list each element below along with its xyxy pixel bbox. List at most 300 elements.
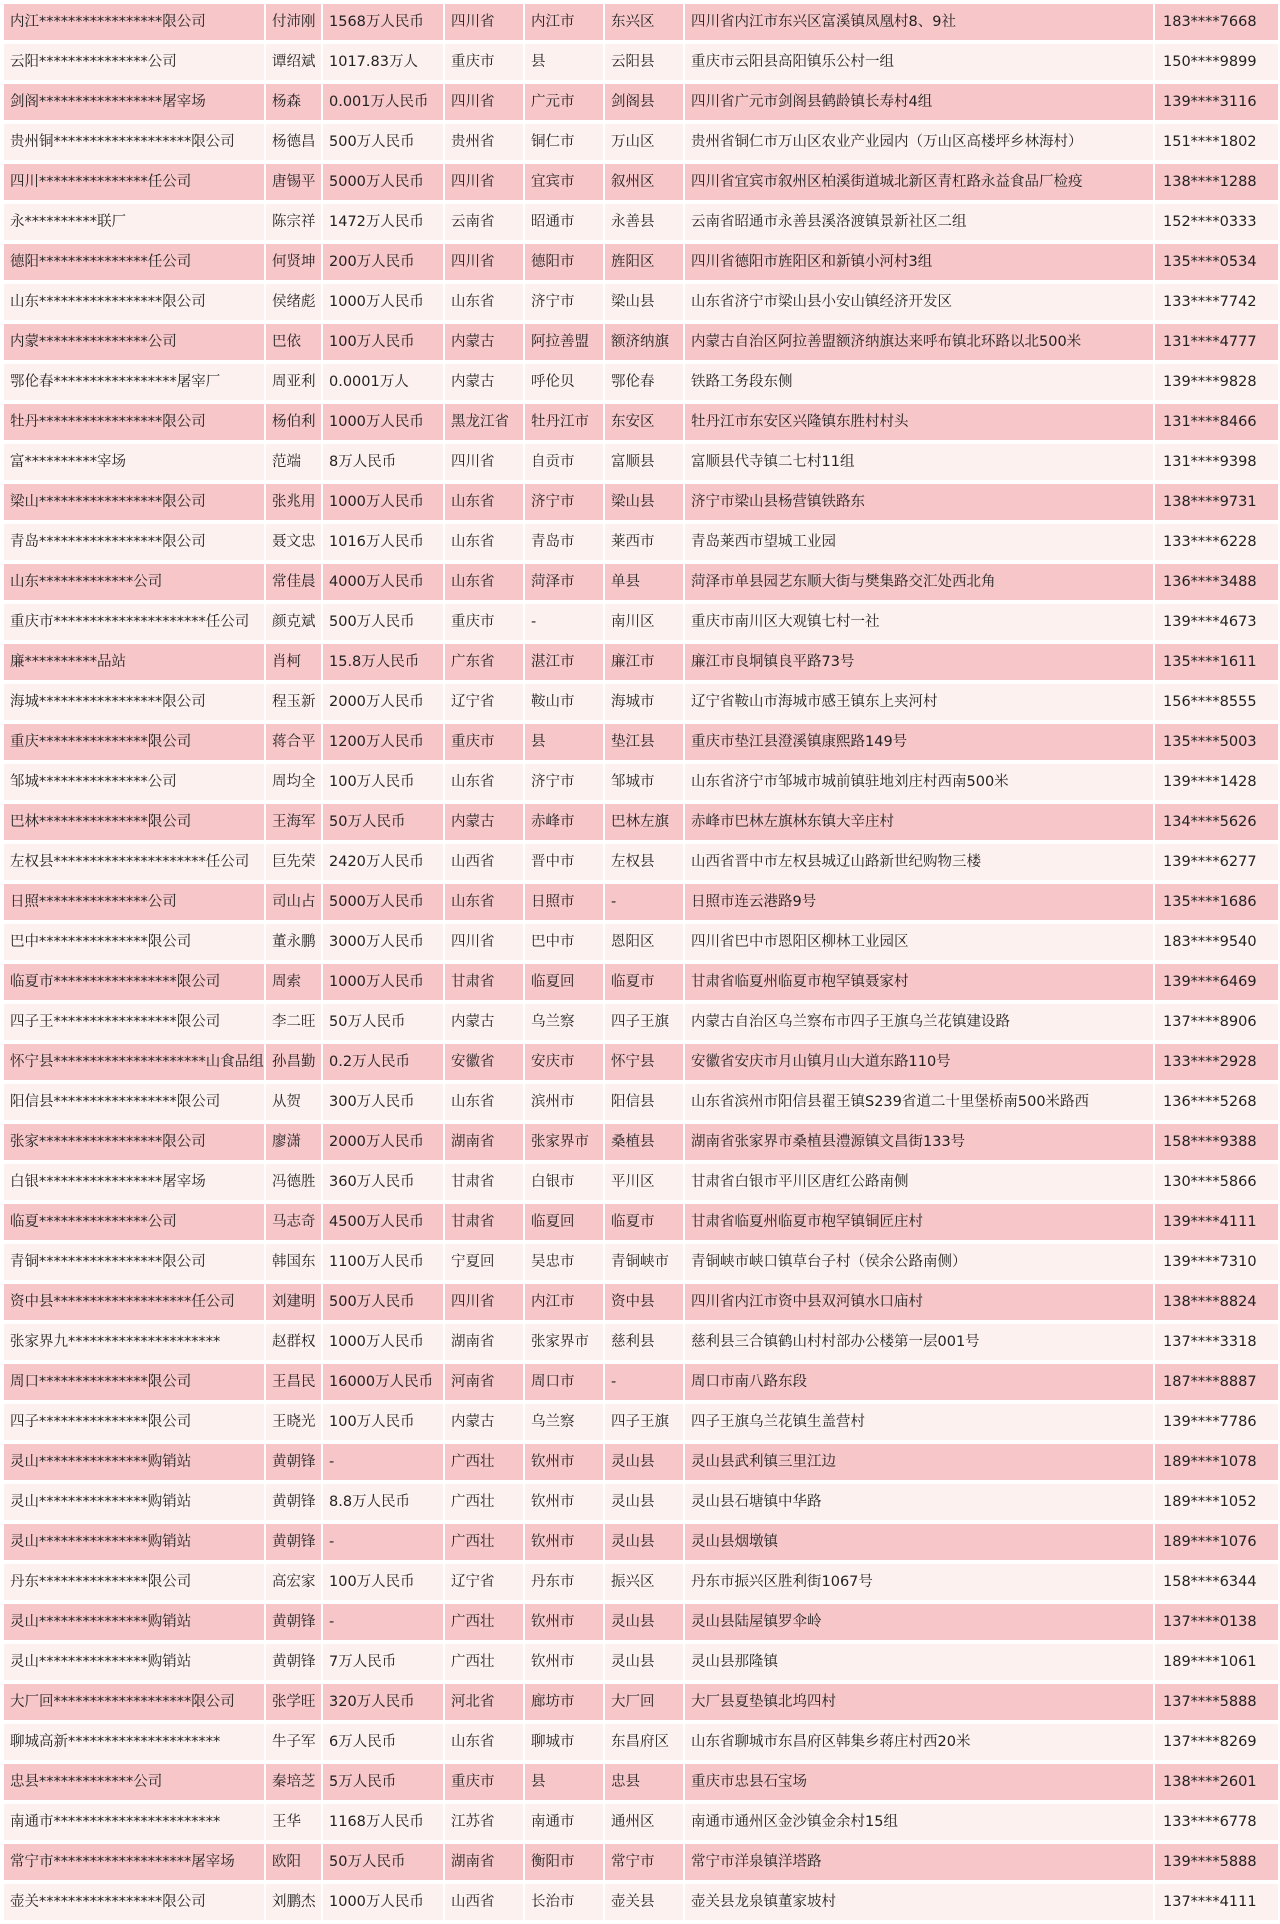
city-cell: 铜仁市 bbox=[525, 124, 605, 164]
company-name-cell: 怀宁县*********************山食品组 bbox=[4, 1044, 266, 1084]
address-cell: 赤峰市巴林左旗林东镇大辛庄村 bbox=[685, 804, 1155, 844]
province-cell: 甘肃省 bbox=[445, 1164, 525, 1204]
contact-person-cell: 冯德胜 bbox=[266, 1164, 323, 1204]
city-cell: 青岛市 bbox=[525, 524, 605, 564]
province-cell: 甘肃省 bbox=[445, 1204, 525, 1244]
contact-person-cell: 杨森 bbox=[266, 84, 323, 124]
province-cell: 四川省 bbox=[445, 444, 525, 484]
address-cell: 慈利县三合镇鹤山村村部办公楼第一层001号 bbox=[685, 1324, 1155, 1364]
city-cell: 白银市 bbox=[525, 1164, 605, 1204]
company-name-cell: 常宁市*******************屠宰场 bbox=[4, 1844, 266, 1884]
province-cell: 甘肃省 bbox=[445, 964, 525, 1004]
registered-capital-cell: 50万人民币 bbox=[323, 804, 445, 844]
city-cell: 长治市 bbox=[525, 1884, 605, 1924]
company-name-cell: 邹城***************公司 bbox=[4, 764, 266, 804]
city-cell: 钦州市 bbox=[525, 1644, 605, 1684]
contact-person-cell: 巨先荣 bbox=[266, 844, 323, 884]
city-cell: 牡丹江市 bbox=[525, 404, 605, 444]
company-name-cell: 周口***************限公司 bbox=[4, 1364, 266, 1404]
phone-cell: 137****8906 bbox=[1155, 1004, 1280, 1044]
phone-cell: 189****1076 bbox=[1155, 1524, 1280, 1564]
city-cell: 昭通市 bbox=[525, 204, 605, 244]
table-row bbox=[4, 844, 1280, 884]
company-name-cell: 四川***************任公司 bbox=[4, 164, 266, 204]
province-cell: 山东省 bbox=[445, 1724, 525, 1764]
city-cell: 济宁市 bbox=[525, 484, 605, 524]
province-cell: 河北省 bbox=[445, 1684, 525, 1724]
registered-capital-cell: 3000万人民币 bbox=[323, 924, 445, 964]
district-cell: 廉江市 bbox=[605, 644, 685, 684]
address-cell: 云南省昭通市永善县溪洛渡镇景新社区二组 bbox=[685, 204, 1155, 244]
contact-person-cell: 赵群权 bbox=[266, 1324, 323, 1364]
address-cell: 常宁市洋泉镇洋塔路 bbox=[685, 1844, 1155, 1884]
district-cell: 旌阳区 bbox=[605, 244, 685, 284]
district-cell: 壶关县 bbox=[605, 1884, 685, 1924]
province-cell: 湖南省 bbox=[445, 1124, 525, 1164]
registered-capital-cell: 500万人民币 bbox=[323, 1284, 445, 1324]
registered-capital-cell: 4000万人民币 bbox=[323, 564, 445, 604]
district-cell: 平川区 bbox=[605, 1164, 685, 1204]
district-cell: 恩阳区 bbox=[605, 924, 685, 964]
contact-person-cell: 周亚利 bbox=[266, 364, 323, 404]
address-cell: 四川省宜宾市叙州区柏溪街道城北新区青杠路永益食品厂检疫 bbox=[685, 164, 1155, 204]
registered-capital-cell: 50万人民币 bbox=[323, 1844, 445, 1884]
district-cell: 巴林左旗 bbox=[605, 804, 685, 844]
address-cell: 壶关县龙泉镇董家坡村 bbox=[685, 1884, 1155, 1924]
district-cell: 阳信县 bbox=[605, 1084, 685, 1124]
registered-capital-cell: 1472万人民币 bbox=[323, 204, 445, 244]
table-row bbox=[4, 1844, 1280, 1884]
registered-capital-cell: 1568万人民币 bbox=[323, 4, 445, 44]
table-row bbox=[4, 444, 1280, 484]
contact-person-cell: 张学旺 bbox=[266, 1684, 323, 1724]
province-cell: 广西壮 bbox=[445, 1484, 525, 1524]
contact-person-cell: 高宏家 bbox=[266, 1564, 323, 1604]
address-cell: 山西省晋中市左权县城辽山路新世纪购物三楼 bbox=[685, 844, 1155, 884]
address-cell: 山东省聊城市东昌府区韩集乡蒋庄村西20米 bbox=[685, 1724, 1155, 1764]
registered-capital-cell: 2000万人民币 bbox=[323, 684, 445, 724]
city-cell: 县 bbox=[525, 724, 605, 764]
phone-cell: 183****7668 bbox=[1155, 4, 1280, 44]
table-row bbox=[4, 1404, 1280, 1444]
company-name-cell: 阳信县*****************限公司 bbox=[4, 1084, 266, 1124]
table-row bbox=[4, 364, 1280, 404]
contact-person-cell: 颜克斌 bbox=[266, 604, 323, 644]
city-cell: 安庆市 bbox=[525, 1044, 605, 1084]
registered-capital-cell: 15.8万人民币 bbox=[323, 644, 445, 684]
registered-capital-cell: 1000万人民币 bbox=[323, 1884, 445, 1924]
city-cell: 南通市 bbox=[525, 1804, 605, 1844]
company-name-cell: 廉**********品站 bbox=[4, 644, 266, 684]
table-row bbox=[4, 44, 1280, 84]
company-name-cell: 山东*************公司 bbox=[4, 564, 266, 604]
phone-cell: 137****4111 bbox=[1155, 1884, 1280, 1924]
province-cell: 四川省 bbox=[445, 924, 525, 964]
contact-person-cell: 肖柯 bbox=[266, 644, 323, 684]
registered-capital-cell: 1000万人民币 bbox=[323, 964, 445, 1004]
province-cell: 山东省 bbox=[445, 564, 525, 604]
address-cell: 济宁市梁山县杨营镇铁路东 bbox=[685, 484, 1155, 524]
district-cell: 邹城市 bbox=[605, 764, 685, 804]
district-cell: 常宁市 bbox=[605, 1844, 685, 1884]
city-cell: 钦州市 bbox=[525, 1604, 605, 1644]
province-cell: 广东省 bbox=[445, 644, 525, 684]
district-cell: 临夏市 bbox=[605, 964, 685, 1004]
contact-person-cell: 黄朝锋 bbox=[266, 1644, 323, 1684]
phone-cell: 138****9731 bbox=[1155, 484, 1280, 524]
company-name-cell: 富**********宰场 bbox=[4, 444, 266, 484]
phone-cell: 139****1428 bbox=[1155, 764, 1280, 804]
company-name-cell: 临夏***************公司 bbox=[4, 1204, 266, 1244]
phone-cell: 139****7786 bbox=[1155, 1404, 1280, 1444]
company-name-cell: 灵山***************购销站 bbox=[4, 1604, 266, 1644]
district-cell: 怀宁县 bbox=[605, 1044, 685, 1084]
table-row bbox=[4, 564, 1280, 604]
address-cell: 青铜峡市峡口镇草台子村（侯余公路南侧） bbox=[685, 1244, 1155, 1284]
registered-capital-cell: 4500万人民币 bbox=[323, 1204, 445, 1244]
city-cell: 自贡市 bbox=[525, 444, 605, 484]
phone-cell: 189****1061 bbox=[1155, 1644, 1280, 1684]
table-row bbox=[4, 1084, 1280, 1124]
table-row bbox=[4, 804, 1280, 844]
city-cell: 吴忠市 bbox=[525, 1244, 605, 1284]
table-row bbox=[4, 1764, 1280, 1804]
table-row bbox=[4, 1004, 1280, 1044]
province-cell: 河南省 bbox=[445, 1364, 525, 1404]
table-row bbox=[4, 644, 1280, 684]
address-cell: 山东省济宁市邹城市城前镇驻地刘庄村西南500米 bbox=[685, 764, 1155, 804]
company-name-cell: 云阳***************公司 bbox=[4, 44, 266, 84]
company-name-cell: 忠县*************公司 bbox=[4, 1764, 266, 1804]
contact-person-cell: 王昌民 bbox=[266, 1364, 323, 1404]
phone-cell: 131****9398 bbox=[1155, 444, 1280, 484]
province-cell: 山东省 bbox=[445, 764, 525, 804]
phone-cell: 156****8555 bbox=[1155, 684, 1280, 724]
company-name-cell: 灵山***************购销站 bbox=[4, 1524, 266, 1564]
phone-cell: 139****4111 bbox=[1155, 1204, 1280, 1244]
city-cell: 内江市 bbox=[525, 4, 605, 44]
province-cell: 云南省 bbox=[445, 204, 525, 244]
table-row bbox=[4, 1684, 1280, 1724]
city-cell: 济宁市 bbox=[525, 284, 605, 324]
company-name-cell: 德阳***************任公司 bbox=[4, 244, 266, 284]
table-row bbox=[4, 1164, 1280, 1204]
company-name-cell: 灵山***************购销站 bbox=[4, 1484, 266, 1524]
table-row bbox=[4, 524, 1280, 564]
phone-cell: 135****1686 bbox=[1155, 884, 1280, 924]
company-name-cell: 山东*****************限公司 bbox=[4, 284, 266, 324]
company-table bbox=[4, 4, 1280, 1924]
company-name-cell: 张家界九********************* bbox=[4, 1324, 266, 1364]
company-name-cell: 巴林***************限公司 bbox=[4, 804, 266, 844]
registered-capital-cell: 8万人民币 bbox=[323, 444, 445, 484]
province-cell: 重庆市 bbox=[445, 1764, 525, 1804]
contact-person-cell: 周索 bbox=[266, 964, 323, 1004]
address-cell: 重庆市垫江县澄溪镇康熙路149号 bbox=[685, 724, 1155, 764]
registered-capital-cell: 5000万人民币 bbox=[323, 164, 445, 204]
city-cell: 赤峰市 bbox=[525, 804, 605, 844]
phone-cell: 139****3116 bbox=[1155, 84, 1280, 124]
registered-capital-cell: 5000万人民币 bbox=[323, 884, 445, 924]
province-cell: 内蒙古 bbox=[445, 364, 525, 404]
contact-person-cell: 何贤坤 bbox=[266, 244, 323, 284]
registered-capital-cell: 0.001万人民币 bbox=[323, 84, 445, 124]
province-cell: 湖南省 bbox=[445, 1844, 525, 1884]
table-row bbox=[4, 684, 1280, 724]
province-cell: 四川省 bbox=[445, 164, 525, 204]
table-row bbox=[4, 964, 1280, 1004]
registered-capital-cell: 500万人民币 bbox=[323, 604, 445, 644]
province-cell: 黑龙江省 bbox=[445, 404, 525, 444]
contact-person-cell: 巴依 bbox=[266, 324, 323, 364]
contact-person-cell: 谭绍斌 bbox=[266, 44, 323, 84]
province-cell: 山东省 bbox=[445, 484, 525, 524]
address-cell: 重庆市忠县石宝场 bbox=[685, 1764, 1155, 1804]
phone-cell: 139****6277 bbox=[1155, 844, 1280, 884]
registered-capital-cell: 0.0001万人 bbox=[323, 364, 445, 404]
district-cell: 鄂伦春 bbox=[605, 364, 685, 404]
address-cell: 周口市南八路东段 bbox=[685, 1364, 1155, 1404]
registered-capital-cell: 100万人民币 bbox=[323, 324, 445, 364]
city-cell: 廊坊市 bbox=[525, 1684, 605, 1724]
address-cell: 丹东市振兴区胜利街1067号 bbox=[685, 1564, 1155, 1604]
phone-cell: 135****1611 bbox=[1155, 644, 1280, 684]
contact-person-cell: 陈宗祥 bbox=[266, 204, 323, 244]
phone-cell: 131****8466 bbox=[1155, 404, 1280, 444]
address-cell: 甘肃省白银市平川区唐红公路南侧 bbox=[685, 1164, 1155, 1204]
city-cell: 菏泽市 bbox=[525, 564, 605, 604]
contact-person-cell: 王海军 bbox=[266, 804, 323, 844]
registered-capital-cell: - bbox=[323, 1604, 445, 1644]
address-cell: 四川省巴中市恩阳区柳林工业园区 bbox=[685, 924, 1155, 964]
contact-person-cell: 刘建明 bbox=[266, 1284, 323, 1324]
registered-capital-cell: 300万人民币 bbox=[323, 1084, 445, 1124]
address-cell: 内蒙古自治区阿拉善盟额济纳旗达来呼布镇北环路以北500米 bbox=[685, 324, 1155, 364]
company-name-cell: 南通市*********************** bbox=[4, 1804, 266, 1844]
table-row bbox=[4, 1644, 1280, 1684]
table-row bbox=[4, 164, 1280, 204]
table-row bbox=[4, 1284, 1280, 1324]
district-cell: 左权县 bbox=[605, 844, 685, 884]
district-cell: 灵山县 bbox=[605, 1484, 685, 1524]
phone-cell: 187****8887 bbox=[1155, 1364, 1280, 1404]
phone-cell: 137****8269 bbox=[1155, 1724, 1280, 1764]
province-cell: 四川省 bbox=[445, 1284, 525, 1324]
city-cell: 临夏回 bbox=[525, 964, 605, 1004]
city-cell: 县 bbox=[525, 1764, 605, 1804]
city-cell: 内江市 bbox=[525, 1284, 605, 1324]
phone-cell: 183****9540 bbox=[1155, 924, 1280, 964]
registered-capital-cell: 0.2万人民币 bbox=[323, 1044, 445, 1084]
table-row bbox=[4, 1564, 1280, 1604]
phone-cell: 133****2928 bbox=[1155, 1044, 1280, 1084]
city-cell: 张家界市 bbox=[525, 1324, 605, 1364]
table-row bbox=[4, 1884, 1280, 1924]
registered-capital-cell: 320万人民币 bbox=[323, 1684, 445, 1724]
table-row bbox=[4, 924, 1280, 964]
company-name-cell: 鄂伦春*****************屠宰厂 bbox=[4, 364, 266, 404]
table-row bbox=[4, 1044, 1280, 1084]
company-name-cell: 剑阁*****************屠宰场 bbox=[4, 84, 266, 124]
table-row bbox=[4, 884, 1280, 924]
phone-cell: 150****9899 bbox=[1155, 44, 1280, 84]
registered-capital-cell: 1100万人民币 bbox=[323, 1244, 445, 1284]
address-cell: 四川省广元市剑阁县鹤龄镇长寿村4组 bbox=[685, 84, 1155, 124]
province-cell: 安徽省 bbox=[445, 1044, 525, 1084]
province-cell: 广西壮 bbox=[445, 1604, 525, 1644]
city-cell: 临夏回 bbox=[525, 1204, 605, 1244]
registered-capital-cell: 8.8万人民币 bbox=[323, 1484, 445, 1524]
city-cell: 济宁市 bbox=[525, 764, 605, 804]
district-cell: - bbox=[605, 884, 685, 924]
province-cell: 广西壮 bbox=[445, 1644, 525, 1684]
district-cell: 灵山县 bbox=[605, 1644, 685, 1684]
phone-cell: 135****0534 bbox=[1155, 244, 1280, 284]
address-cell: 四川省内江市东兴区富溪镇凤凰村8、9社 bbox=[685, 4, 1155, 44]
city-cell: 乌兰察 bbox=[525, 1004, 605, 1044]
district-cell: 四子王旗 bbox=[605, 1004, 685, 1044]
district-cell: 灵山县 bbox=[605, 1444, 685, 1484]
contact-person-cell: 周均全 bbox=[266, 764, 323, 804]
address-cell: 菏泽市单县园艺东顺大街与樊集路交汇处西北角 bbox=[685, 564, 1155, 604]
table-row bbox=[4, 324, 1280, 364]
contact-person-cell: 廖潇 bbox=[266, 1124, 323, 1164]
company-name-cell: 灵山***************购销站 bbox=[4, 1444, 266, 1484]
district-cell: 剑阁县 bbox=[605, 84, 685, 124]
company-name-cell: 牡丹*****************限公司 bbox=[4, 404, 266, 444]
company-name-cell: 白银*****************屠宰场 bbox=[4, 1164, 266, 1204]
city-cell: 日照市 bbox=[525, 884, 605, 924]
contact-person-cell: 黄朝锋 bbox=[266, 1604, 323, 1644]
district-cell: 振兴区 bbox=[605, 1564, 685, 1604]
registered-capital-cell: 1016万人民币 bbox=[323, 524, 445, 564]
company-name-cell: 永**********联厂 bbox=[4, 204, 266, 244]
company-name-cell: 张家*****************限公司 bbox=[4, 1124, 266, 1164]
province-cell: 山东省 bbox=[445, 884, 525, 924]
province-cell: 内蒙古 bbox=[445, 1404, 525, 1444]
company-name-cell: 资中县*******************任公司 bbox=[4, 1284, 266, 1324]
contact-person-cell: 从贺 bbox=[266, 1084, 323, 1124]
phone-cell: 133****6778 bbox=[1155, 1804, 1280, 1844]
city-cell: 丹东市 bbox=[525, 1564, 605, 1604]
table-row bbox=[4, 84, 1280, 124]
province-cell: 内蒙古 bbox=[445, 1004, 525, 1044]
table-row bbox=[4, 1804, 1280, 1844]
table-row bbox=[4, 724, 1280, 764]
company-name-cell: 内蒙***************公司 bbox=[4, 324, 266, 364]
registered-capital-cell: 1000万人民币 bbox=[323, 284, 445, 324]
contact-person-cell: 侯绪彪 bbox=[266, 284, 323, 324]
address-cell: 湖南省张家界市桑植县澧源镇文昌街133号 bbox=[685, 1124, 1155, 1164]
province-cell: 江苏省 bbox=[445, 1804, 525, 1844]
city-cell: 钦州市 bbox=[525, 1484, 605, 1524]
table-row bbox=[4, 124, 1280, 164]
company-name-cell: 灵山***************购销站 bbox=[4, 1644, 266, 1684]
phone-cell: 130****5866 bbox=[1155, 1164, 1280, 1204]
address-cell: 重庆市云阳县高阳镇乐公村一组 bbox=[685, 44, 1155, 84]
province-cell: 四川省 bbox=[445, 244, 525, 284]
address-cell: 灵山县陆屋镇罗伞岭 bbox=[685, 1604, 1155, 1644]
company-name-cell: 梁山*****************限公司 bbox=[4, 484, 266, 524]
table-row bbox=[4, 1364, 1280, 1404]
table-row bbox=[4, 1724, 1280, 1764]
district-cell: 青铜峡市 bbox=[605, 1244, 685, 1284]
company-name-cell: 海城*****************限公司 bbox=[4, 684, 266, 724]
phone-cell: 133****7742 bbox=[1155, 284, 1280, 324]
address-cell: 灵山县那隆镇 bbox=[685, 1644, 1155, 1684]
address-cell: 重庆市南川区大观镇七村一社 bbox=[685, 604, 1155, 644]
province-cell: 重庆市 bbox=[445, 604, 525, 644]
province-cell: 山东省 bbox=[445, 1084, 525, 1124]
address-cell: 贵州省铜仁市万山区农业产业园内（万山区高楼坪乡林海村） bbox=[685, 124, 1155, 164]
district-cell: 莱西市 bbox=[605, 524, 685, 564]
phone-cell: 137****5888 bbox=[1155, 1684, 1280, 1724]
province-cell: 广西壮 bbox=[445, 1444, 525, 1484]
table-row bbox=[4, 1124, 1280, 1164]
city-cell: 巴中市 bbox=[525, 924, 605, 964]
phone-cell: 137****0138 bbox=[1155, 1604, 1280, 1644]
contact-person-cell: 董永鹏 bbox=[266, 924, 323, 964]
phone-cell: 139****6469 bbox=[1155, 964, 1280, 1004]
contact-person-cell: 常佳晨 bbox=[266, 564, 323, 604]
district-cell: 灵山县 bbox=[605, 1524, 685, 1564]
registered-capital-cell: 1000万人民币 bbox=[323, 1324, 445, 1364]
company-name-cell: 壶关*****************限公司 bbox=[4, 1884, 266, 1924]
district-cell: 云阳县 bbox=[605, 44, 685, 84]
contact-person-cell: 黄朝锋 bbox=[266, 1444, 323, 1484]
district-cell: 灵山县 bbox=[605, 1604, 685, 1644]
district-cell: 万山区 bbox=[605, 124, 685, 164]
district-cell: 东昌府区 bbox=[605, 1724, 685, 1764]
address-cell: 廉江市良垌镇良平路73号 bbox=[685, 644, 1155, 684]
district-cell: 桑植县 bbox=[605, 1124, 685, 1164]
phone-cell: 137****3318 bbox=[1155, 1324, 1280, 1364]
district-cell: 忠县 bbox=[605, 1764, 685, 1804]
address-cell: 内蒙古自治区乌兰察布市四子王旗乌兰花镇建设路 bbox=[685, 1004, 1155, 1044]
phone-cell: 158****6344 bbox=[1155, 1564, 1280, 1604]
registered-capital-cell: 200万人民币 bbox=[323, 244, 445, 284]
company-name-cell: 日照***************公司 bbox=[4, 884, 266, 924]
district-cell: 大厂回 bbox=[605, 1684, 685, 1724]
phone-cell: 138****2601 bbox=[1155, 1764, 1280, 1804]
table-row bbox=[4, 764, 1280, 804]
province-cell: 内蒙古 bbox=[445, 804, 525, 844]
company-name-cell: 临夏市*****************限公司 bbox=[4, 964, 266, 1004]
address-cell: 辽宁省鞍山市海城市感王镇东上夹河村 bbox=[685, 684, 1155, 724]
company-name-cell: 贵州铜*******************限公司 bbox=[4, 124, 266, 164]
city-cell: 乌兰察 bbox=[525, 1404, 605, 1444]
address-cell: 大厂县夏垫镇北坞四村 bbox=[685, 1684, 1155, 1724]
contact-person-cell: 付沛刚 bbox=[266, 4, 323, 44]
district-cell: 额济纳旗 bbox=[605, 324, 685, 364]
contact-person-cell: 王晓光 bbox=[266, 1404, 323, 1444]
registered-capital-cell: 1168万人民币 bbox=[323, 1804, 445, 1844]
phone-cell: 138****8824 bbox=[1155, 1284, 1280, 1324]
district-cell: 海城市 bbox=[605, 684, 685, 724]
table-row bbox=[4, 284, 1280, 324]
city-cell: 宜宾市 bbox=[525, 164, 605, 204]
province-cell: 山西省 bbox=[445, 844, 525, 884]
table-row bbox=[4, 204, 1280, 244]
address-cell: 灵山县武利镇三里江边 bbox=[685, 1444, 1155, 1484]
registered-capital-cell: 7万人民币 bbox=[323, 1644, 445, 1684]
phone-cell: 139****7310 bbox=[1155, 1244, 1280, 1284]
city-cell: 湛江市 bbox=[525, 644, 605, 684]
contact-person-cell: 唐锡平 bbox=[266, 164, 323, 204]
address-cell: 山东省济宁市梁山县小安山镇经济开发区 bbox=[685, 284, 1155, 324]
company-name-cell: 重庆***************限公司 bbox=[4, 724, 266, 764]
province-cell: 内蒙古 bbox=[445, 324, 525, 364]
